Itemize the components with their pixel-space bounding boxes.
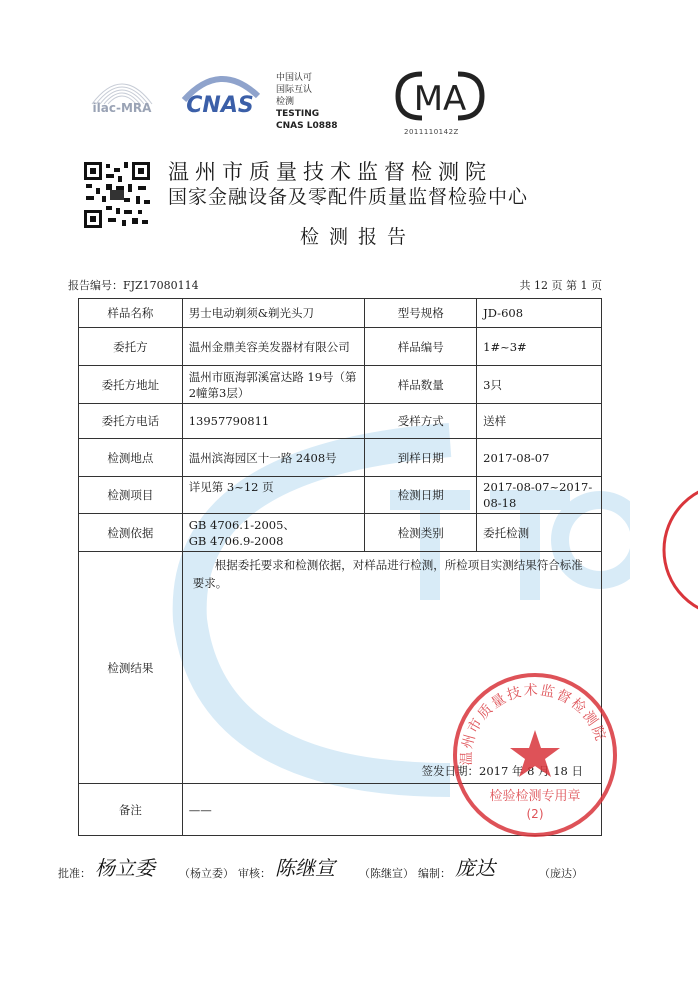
review-label: 审核： xyxy=(238,867,271,880)
ilac-mra-logo xyxy=(82,64,162,134)
signature-row xyxy=(58,852,618,881)
test-basis-value xyxy=(182,514,365,552)
sample-qty-value: 3只 xyxy=(477,366,602,404)
test-items-value: 详见第 3~12 页 xyxy=(182,477,365,514)
svg-text:MA: MA xyxy=(413,79,467,119)
test-type-value: 委托检测 xyxy=(477,514,602,552)
test-type-label: 检测类别 xyxy=(365,514,477,552)
test-basis-label: 检测依据 xyxy=(79,514,183,552)
client-address-label: 委托方地址 xyxy=(79,366,183,404)
test-items-label: 检测项目 xyxy=(79,477,183,514)
model-label: 型号规格 xyxy=(365,299,477,328)
cnas-accreditation-text: 中国认可 国际互认 检测 TESTING CNAS L0888 xyxy=(276,73,338,131)
result-text: 根据委托要求和检测依据，对样品进行检测，所检项目实测结果符合标准要求。 xyxy=(192,558,583,590)
partial-seal-edge xyxy=(650,480,698,620)
svg-text:温州市质量技术监督检测院: 温州市质量技术监督检测院 xyxy=(458,682,609,766)
center-name: 国家金融设备及零配件质量监督检验中心 xyxy=(168,186,529,208)
result-label: 检测结果 xyxy=(79,552,183,784)
approve-label: 批准： xyxy=(58,867,91,880)
official-seal xyxy=(450,670,620,840)
test-site-value: 温州滨海园区十一路 2408号 xyxy=(182,439,365,477)
sample-name-label: 样品名称 xyxy=(79,299,183,328)
cma-number: 2011110142Z xyxy=(404,128,459,136)
remarks-value: —— xyxy=(182,784,601,836)
prepare-name: （庞达） xyxy=(539,867,583,880)
review-name: （陈继宣） xyxy=(359,867,414,880)
approve-name: （杨立委） xyxy=(179,867,234,880)
remarks-label: 备注 xyxy=(79,784,183,836)
qr-code xyxy=(82,160,152,230)
sample-name-value: 男士电动剃须&剃光头刀 xyxy=(182,299,365,328)
report-title: 检测报告 xyxy=(300,226,417,248)
institute-name: 温州市质量技术监督检测院 xyxy=(168,160,492,184)
svg-text:检验检测专用章: 检验检测专用章 xyxy=(489,789,581,804)
model-value: JD-608 xyxy=(477,299,602,328)
receive-method-value: 送样 xyxy=(477,404,602,439)
approve-signature: 杨立委 xyxy=(95,856,155,880)
test-date-label: 检测日期 xyxy=(365,477,477,514)
page-info: 共 12 页 第 1 页 xyxy=(519,279,602,292)
client-label: 委托方 xyxy=(79,328,183,366)
sample-no-value: 1#~3# xyxy=(477,328,602,366)
test-site-label: 检测地点 xyxy=(79,439,183,477)
svg-text:(2): (2) xyxy=(526,807,544,821)
client-address-value: 温州市瓯海郭溪富达路 19号（第2幢第3层） xyxy=(182,366,365,404)
test-basis-line2: GB 4706.9-2008 xyxy=(188,533,284,548)
cnas-logo xyxy=(172,66,268,132)
receive-method-label: 受样方式 xyxy=(365,404,477,439)
prepare-label: 编制： xyxy=(418,867,451,880)
issue-date: 签发日期：2017 年 8 月 18 日 xyxy=(421,764,583,778)
cma-logo xyxy=(392,66,488,126)
prepare-signature: 庞达 xyxy=(455,856,495,880)
report-number: 报告编号：FJZ17080114 xyxy=(68,279,199,292)
svg-text:CNAS: CNAS xyxy=(186,93,254,118)
test-basis-line1: GB 4706.1-2005、 xyxy=(188,517,295,532)
client-value: 温州金鼎美容美发器材有限公司 xyxy=(182,328,365,366)
arrival-date-value: 2017-08-07 xyxy=(477,439,602,477)
review-signature: 陈继宣 xyxy=(275,856,335,880)
client-phone-label: 委托方电话 xyxy=(79,404,183,439)
sample-no-label: 样品编号 xyxy=(365,328,477,366)
svg-text:ilac-MRA: ilac-MRA xyxy=(92,101,152,115)
client-phone-value: 13957790811 xyxy=(182,404,365,439)
sample-qty-label: 样品数量 xyxy=(365,366,477,404)
test-date-value: 2017-08-07~2017-08-18 xyxy=(477,477,602,514)
arrival-date-label: 到样日期 xyxy=(365,439,477,477)
